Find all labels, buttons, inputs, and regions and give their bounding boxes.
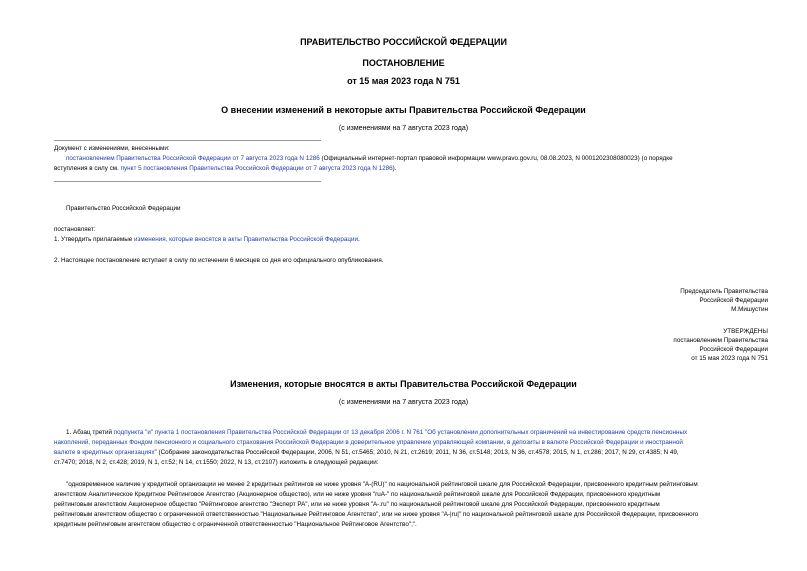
changes-box-top-rule: [54, 140, 321, 141]
government-name: Правительство Российской Федерации: [66, 205, 181, 212]
approval-line-2: постановлением Правительства: [673, 337, 768, 344]
issuer-title: ПРАВИТЕЛЬСТВО РОССИЙСКОЙ ФЕДЕРАЦИИ: [300, 37, 507, 47]
appendix-revision-note: (с изменениями на 7 августа 2023 года): [338, 399, 469, 406]
signature-block: [680, 288, 768, 313]
appendix-title: Изменения, которые вносятся в акты Правительства Российской Федерации: [230, 379, 577, 389]
item-1: [54, 236, 360, 243]
entry-into-force-link[interactable]: пункт 5 постановления Правительства Российской Федерации от 7 августа 2023 года N 1286: [120, 165, 393, 172]
quote-line-5: кредитным рейтинговым агентством общество с ограниченной ответственностью "Национальное Рейтинговое Агентство";".: [54, 521, 417, 528]
approval-line-1: УТВЕРЖДЕНЫ: [723, 328, 768, 335]
decree-761-link-part-3[interactable]: валюте в кредитных организациях: [54, 449, 155, 456]
document-type: ПОСТАНОВЛЕНИЕ: [362, 58, 445, 68]
revision-note: (с изменениями на 7 августа 2023 года): [338, 125, 469, 132]
document-date-number: от 15 мая 2023 года N 751: [347, 76, 460, 86]
quote-line-2: агентством Аналитическое Кредитное Рейтинговое Агентство (Акционерное общество), или не ниже уровня "ruA-" по национальной рейтинговой шкале для Российской Федерации, присвоенного кредитным: [54, 491, 661, 498]
decree-761-link-part-1[interactable]: подпункта "и" пункта 1 постановления Правительства Российской Федерации от 13 декабря 2006 г. N 761 "Об установлении дополнительных ограничений на инвестирование средств пенсионных: [113, 429, 688, 436]
approval-block: [673, 328, 768, 362]
approval-line-4: от 15 мая 2023 года N 751: [691, 355, 768, 362]
resolves-word: постановляет:: [54, 226, 96, 233]
changes-box-line-2: [54, 165, 397, 172]
quote-line-4: рейтинговым агентством общество с ограниченной ответственностью "Национальные Рейтинговое Агентство", или не ниже уровня "A-|ru|" по национальной рейтинговой шкале для Российской Федерации, присвоенного: [54, 511, 699, 518]
amending-act-publication: (Официальный интернет-портал правовой информации www.pravo.gov.ru, 08.08.2023, N 0001202308080023) (о порядке: [319, 155, 673, 162]
item-1-suffix: .: [357, 236, 360, 243]
entry-into-force-text: вступления в силу см.: [54, 165, 119, 172]
paragraph-1-line-4: ст.7470; 2018, N 2, ст.428; 2019, N 1, ст.52; N 14, ст.1550; 2022, N 13, ст.2107) изложить в следующей редакции:: [54, 459, 379, 466]
amending-act-link[interactable]: постановлением Правительства Российской Федерации от 7 августа 2023 года N 1286: [66, 155, 320, 162]
paragraph-1-line-1: [66, 429, 687, 436]
document-title: О внесении изменений в некоторые акты Правительства Российской Федерации: [221, 105, 586, 115]
signature-line-1: Председатель Правительства: [680, 288, 768, 295]
paragraph-1-line-3: [54, 449, 679, 456]
entry-into-force-tail: ).: [392, 165, 397, 172]
signature-line-2: Российской Федерации: [699, 297, 768, 304]
paragraph-1-line-2: [54, 439, 683, 446]
item-1-prefix: 1. Утвердить прилагаемые: [54, 236, 134, 243]
approved-changes-link[interactable]: изменения, которые вносятся в акты Правительства Российской Федерации: [134, 236, 358, 243]
signature-name: М.Мишустин: [731, 306, 768, 313]
approval-line-3: Российской Федерации: [699, 346, 768, 353]
quote-line-3: рейтинговым агентством Акционерное общество "Рейтинговое агентство "Эксперт РА", или не ниже уровня "A-.ru" по национальной рейтинговой шкале для Российской Федерации, присвоенного кредитным: [54, 501, 660, 508]
changes-box-bottom-rule: [54, 181, 321, 182]
changes-box-heading: Документ с изменениями, внесенными:: [54, 145, 170, 152]
quote-line-1: "одновременное наличие у кредитной организации не менее 2 кредитных рейтингов не ниже уровня "A-(RU)" по национальной рейтинговой шкале для Российской Федерации, присвоенного кредитным рейтинговым: [66, 481, 698, 488]
item-2: 2. Настоящее постановление вступает в силу по истечении 6 месяцев со дня его официального опубликования.: [54, 257, 384, 264]
decree-761-link-part-2[interactable]: накоплений, переданных Фондом пенсионного и социального страхования Российской Федерации в доверительное управление управляющей компании, в депозиты в валюте Российской Федерации и иностранной: [54, 439, 683, 446]
paragraph-1-intro: 1. Абзац третий: [66, 429, 114, 436]
changes-box-line-1: [66, 155, 673, 162]
paragraph-1-citation: " (Собрание законодательства Российской Федерации, 2006, N 51, ст.5465; 2010, N 21, ст.2619; 2011, N 36, ст.5148; 2013, N 36, ст.4578; 2015, N 1, ст.286; 2017, N 29, ст.4385; N 49,: [154, 449, 679, 456]
